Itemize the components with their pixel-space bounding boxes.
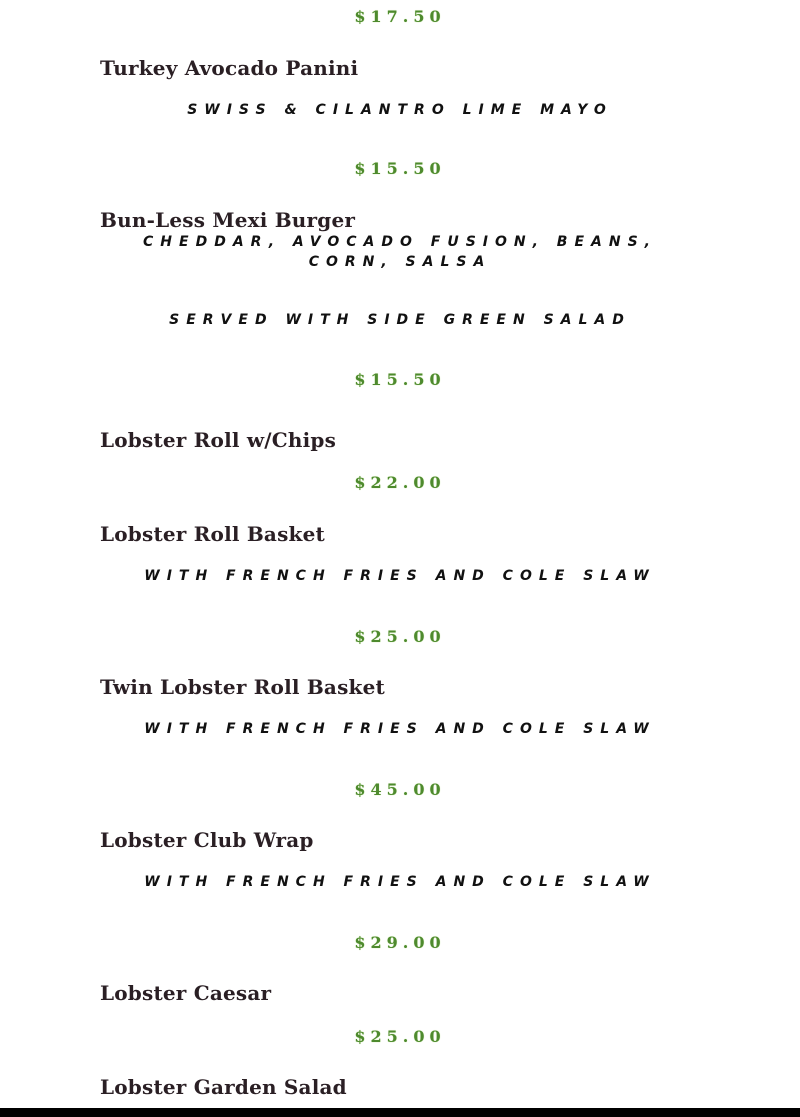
- item-description: CHEDDAR, AVOCADO FUSION, BEANS, CORN, SALSA: [143, 234, 657, 270]
- item-price: $25.00: [354, 1027, 446, 1046]
- item-name: Lobster Garden Salad: [100, 1075, 347, 1099]
- item-description: WITH FRENCH FRIES AND COLE SLAW: [144, 568, 656, 584]
- item-description: WITH FRENCH FRIES AND COLE SLAW: [144, 721, 656, 737]
- item-name: Lobster Caesar: [100, 981, 272, 1005]
- item-price: $17.50: [354, 7, 446, 26]
- item-price: $45.00: [354, 780, 446, 799]
- item-name: Twin Lobster Roll Basket: [100, 675, 385, 699]
- item-name: Lobster Roll Basket: [100, 522, 325, 546]
- item-name: Lobster Roll w/Chips: [100, 428, 337, 452]
- item-description: SERVED WITH SIDE GREEN SALAD: [169, 312, 631, 328]
- item-price: $15.50: [354, 370, 446, 389]
- item-price: $25.00: [354, 627, 446, 646]
- item-name: Lobster Club Wrap: [100, 828, 314, 852]
- item-price: $29.00: [354, 933, 446, 952]
- item-name: Bun-Less Mexi Burger: [100, 208, 356, 232]
- item-description: WITH FRENCH FRIES AND COLE SLAW: [144, 874, 656, 890]
- item-name: Turkey Avocado Panini: [100, 56, 359, 80]
- item-description: SWISS & CILANTRO LIME MAYO: [187, 102, 613, 118]
- bottom-edge-bar: [0, 1108, 800, 1117]
- item-price: $22.00: [354, 473, 446, 492]
- item-price: $15.50: [354, 159, 446, 178]
